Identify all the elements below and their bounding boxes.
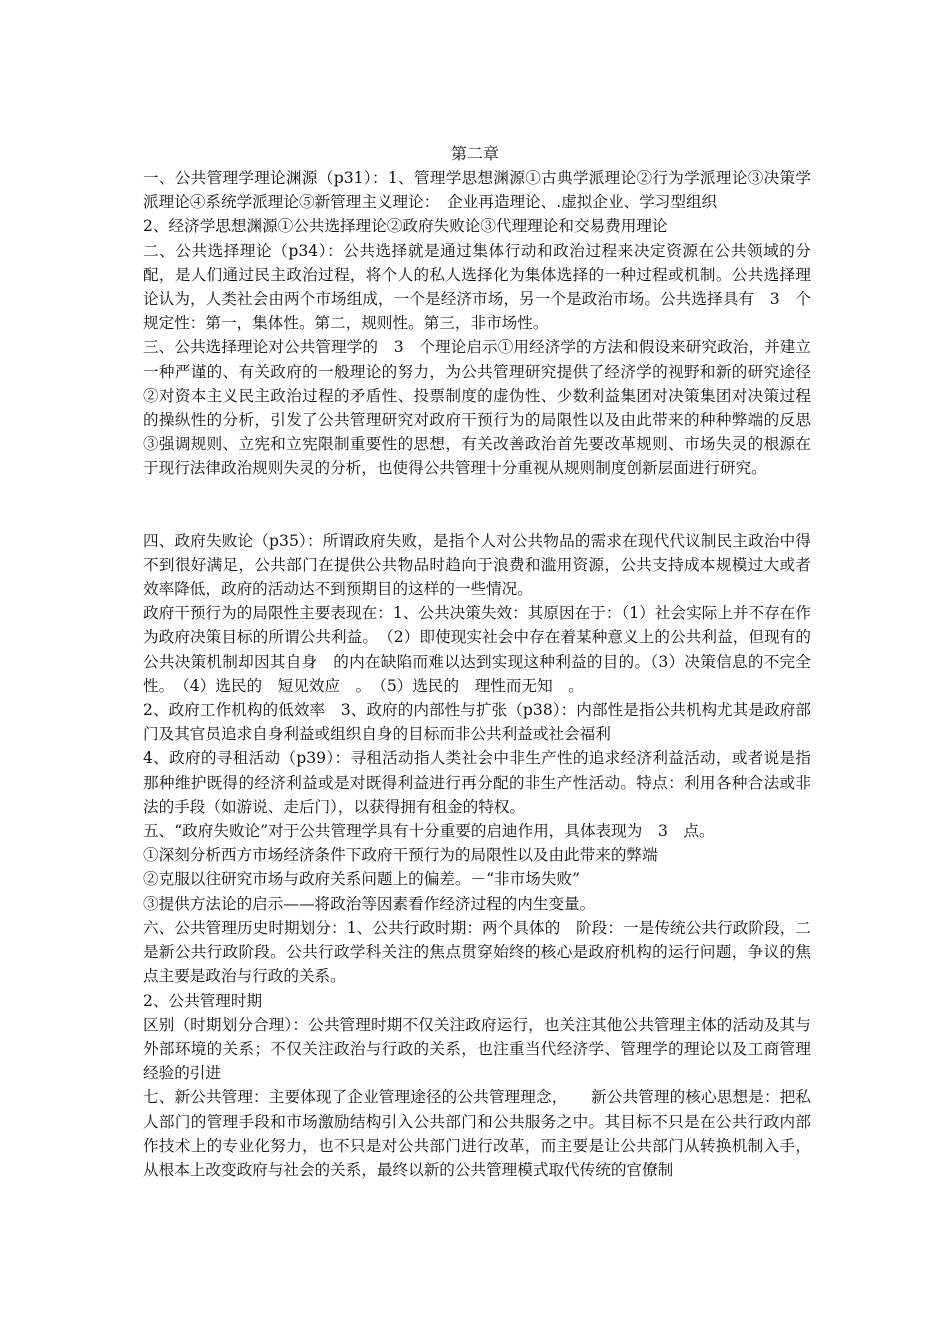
chapter-title: 第二章: [450, 144, 499, 163]
paragraph-11: ②克服以往研究市场与政府关系问题上的偏差。－“非市场失败”: [143, 870, 580, 889]
paragraph-4: 三、公共选择理论对公共管理学的 3 个理论启示①用经济学的方法和假设来研究政治，并建立一种严谨的、有关政府的一般理论的努力，为公共管理研究提供了经济学的视野和新的研究途径②对资本主义民主政治过程的矛盾性、投票制度的虚伪性、少数利益集团对决策集团对决策过程的操纵性的分析，引发了公共管理研究对政府干预行为的局限性以及由此带来的种种弊端的反思③强调规则、立宪和立宪限制重要性的思想，有关改善政治首先要改革规则、市场失灵的根源在于现行法律政治规则失灵的分析，也使得公共管理十分重视从规则制度创新层面进行研究。: [143, 338, 811, 478]
paragraph-6: 政府干预行为的局限性主要表现在：1、公共决策失效：其原因在于：（1）社会实际上并不存在作为政府决策目标的所谓公共利益。 （2）即使现实社会中存在着某种意义上的公共利益，但现有的公共决策机制却因其自身 的内在缺陷而难以达到实现这种利益的目的。（3）决策信息的不完全性。 （4）选民的 短见效应 。 （5）选民的 理性而无知 。: [143, 604, 811, 695]
paragraph-16: 七、新公共管理：主要体现了企业管理途径的公共管理理念， 新公共管理的核心思想是：把私人部门的管理手段和市场激励结构引入公共部门和公共服务之中。其目标不只是在公共行政内部作技术上的专业化努力，也不只是对公共部门进行改革，而主要是让公共部门从转换机制入手，从根本上改变政府与社会的关系，最终以新的公共管理模式取代传统的官僚制: [143, 1088, 811, 1179]
paragraph-15: 区别（时期划分合理）：公共管理时期不仅关注政府运行，也关注其他公共管理主体的活动及其与外部环境的关系；不仅关注政治与行政的关系，也注重当代经济学、管理学的理论以及工商管理经验的引进: [143, 1015, 811, 1083]
paragraph-2: 2、经济学思想渊源①公共选择理论②政府失败论③代理理论和交易费用理论: [143, 217, 668, 236]
document-body: [143, 166, 811, 1182]
paragraph-12: ③提供方法论的启示——将政治等因素看作经济过程的内生变量。: [143, 894, 596, 913]
paragraph-13: 六、公共管理历史时期划分：1、公共行政时期：两个具体的 阶段：一是传统公共行政阶段，二是新公共行政阶段。公共行政学科关注的焦点贯穿始终的核心是政府机构的运行问题，争议的焦点主要是政治与行政的关系。: [143, 918, 811, 986]
paragraph-7: 2、政府工作机构的低效率 3、政府的内部性与扩张（p38）：内部性是指公共机构尤其是政府部门及其官员追求自身利益或组织自身的目标而非公共利益或社会福利: [143, 701, 811, 744]
paragraph-9: 五、“政府失败论”对于公共管理学具有十分重要的启迪作用，具体表现为 3 点。: [143, 822, 715, 841]
paragraph-10: ①深刻分析西方市场经济条件下政府干预行为的局限性以及由此带来的弊端: [143, 846, 658, 865]
paragraph-8: 4、政府的寻租活动（p39）：寻租活动指人类社会中非生产性的追求经济利益活动，或者说是指那种维护既得的经济利益或是对既得利益进行再分配的非生产性活动。特点：利用各种合法或非法的手段（如游说、走后门），以获得拥有租金的特权。: [143, 749, 811, 816]
blank-line: [143, 481, 811, 529]
paragraph-3: 二、公共选择理论（p34）：公共选择就是通过集体行动和政治过程来决定资源在公共领域的分配，是人们通过民主政治过程，将个人的私人选择化为集体选择的一种过程或机制。公共选择理论认为，人类社会由两个市场组成，一个是经济市场，另一个是政治市场。公共选择具有 3 个规定性：第一，集体性。第二，规则性。第三，非市场性。: [143, 241, 811, 333]
paragraph-14: 2、公共管理时期: [143, 991, 263, 1010]
paragraph-5: 四、政府失败论（p35）：所谓政府失败，是指个人对公共物品的需求在现代代议制民主政治中得不到很好满足，公共部门在提供公共物品时趋向于浪费和滥用资源，公共支持成本规模过大或者效率降低，政府的活动达不到预期目的这样的一些情况。: [143, 531, 811, 599]
paragraph-1: 一、公共管理学理论渊源（p31）：1、管理学思想渊源①古典学派理论②行为学派理论③决策学派理论④系统学派理论⑤新管理主义理论： 企业再造理论、.虚拟企业、学习型组织: [143, 169, 811, 212]
